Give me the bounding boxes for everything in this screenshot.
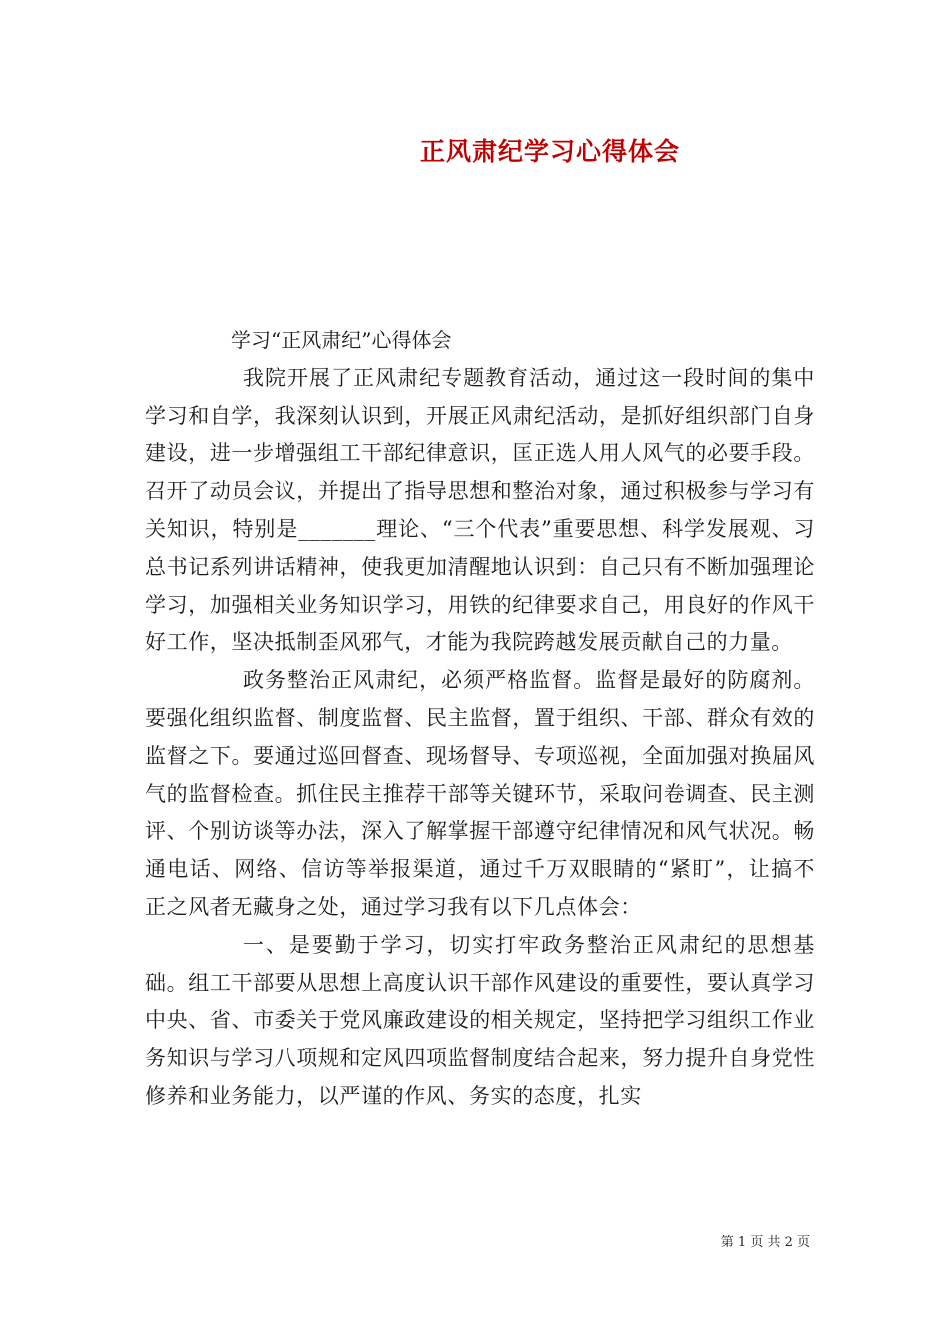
document-subtitle: 学习“正风肃纪”心得体会 xyxy=(231,328,452,352)
paragraph: 我院开展了正风肃纪专题教育活动，通过这一段时间的集中学习和自学，我深刻认识到，开展正风肃纪活动，是抓好组织部门自身建设，进一步增强组工干部纪律意识，匡正选人用人风气的必要手段。召开了动员会议，并提出了指导思想和整治对象，通过积极参与学习有关知识，特别是_______理论、“三个代表”重要思想、科学发展观、习总书记系列讲话精神，使我更加清醒地认识到：自己只有不断加强理论学习，加强相关业务知识学习，用铁的纪律要求自己，用良好的作风干好工作，坚决抵制歪风邪气，才能为我院跨越发展贡献自己的力量。 xyxy=(145,365,815,655)
page-number: 第 1 页 共 2 页 xyxy=(720,1235,810,1250)
document-body xyxy=(145,322,815,1116)
document-title: 正风肃纪学习心得体会 xyxy=(419,137,680,166)
paragraph: 政务整治正风肃纪，必须严格监督。监督是最好的防腐剂。要强化组织监督、制度监督、民主监督，置于组织、干部、群众有效的监督之下。要通过巡回督查、现场督导、专项巡视，全面加强对换届风气的监督检查。抓住民主推荐干部等关键环节，采取问卷调查、民主测评、个别访谈等办法，深入了解掌握干部遵守纪律情况和风气状况。畅通电话、网络、信访等举报渠道，通过千万双眼睛的“紧盯”，让搞不正之风者无藏身之处，通过学习我有以下几点体会： xyxy=(145,668,815,919)
paragraph: 一、是要勤于学习，切实打牢政务整治正风肃纪的思想基础。组工干部要从思想上高度认识干部作风建设的重要性，要认真学习中央、省、市委关于党风廉政建设的相关规定，坚持把学习组织工作业务知识与学习八项规和定风四项监督制度结合起来，努力提升自身党性修养和业务能力，以严谨的作风、务实的态度，扎实 xyxy=(145,932,815,1108)
